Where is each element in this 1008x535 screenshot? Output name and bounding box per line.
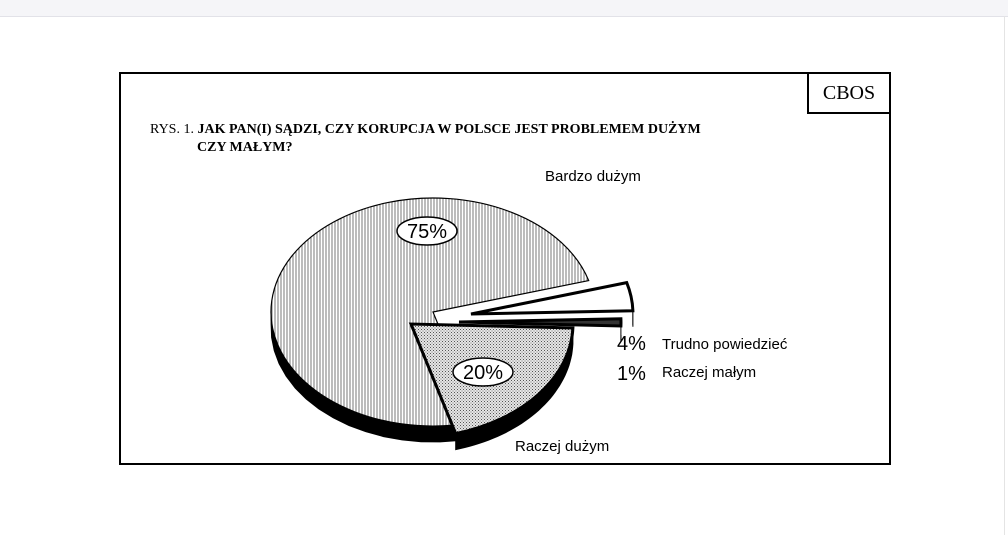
data-label-trudno-powiedziec: 4% — [617, 333, 646, 355]
chart-figure — [119, 72, 891, 465]
category-label-trudno-powiedziec: Trudno powiedzieć — [662, 336, 788, 353]
data-label-raczej-duzym: 20% — [462, 362, 504, 384]
category-label-raczej-duzym: Raczej dużym — [515, 438, 610, 455]
browser-top-bar — [0, 0, 1008, 17]
pie-chart — [121, 74, 889, 463]
figure-label: RYS. 1. — [150, 122, 194, 137]
data-label-bardzo-duzym: 75% — [406, 221, 448, 243]
question-line-2: CZY MAŁYM? — [197, 140, 293, 155]
question-line-1: JAK PAN(I) SĄDZI, CZY KORUPCJA W POLSCE JEST PROBLEMEM DUŻYM — [197, 122, 701, 137]
page-edge-rule — [1004, 16, 1005, 535]
category-label-bardzo-duzym: Bardzo dużym — [545, 168, 641, 185]
category-label-raczej-malym: Raczej małym — [662, 364, 757, 381]
source-label: CBOS — [807, 72, 891, 114]
data-label-raczej-malym: 1% — [617, 363, 646, 385]
